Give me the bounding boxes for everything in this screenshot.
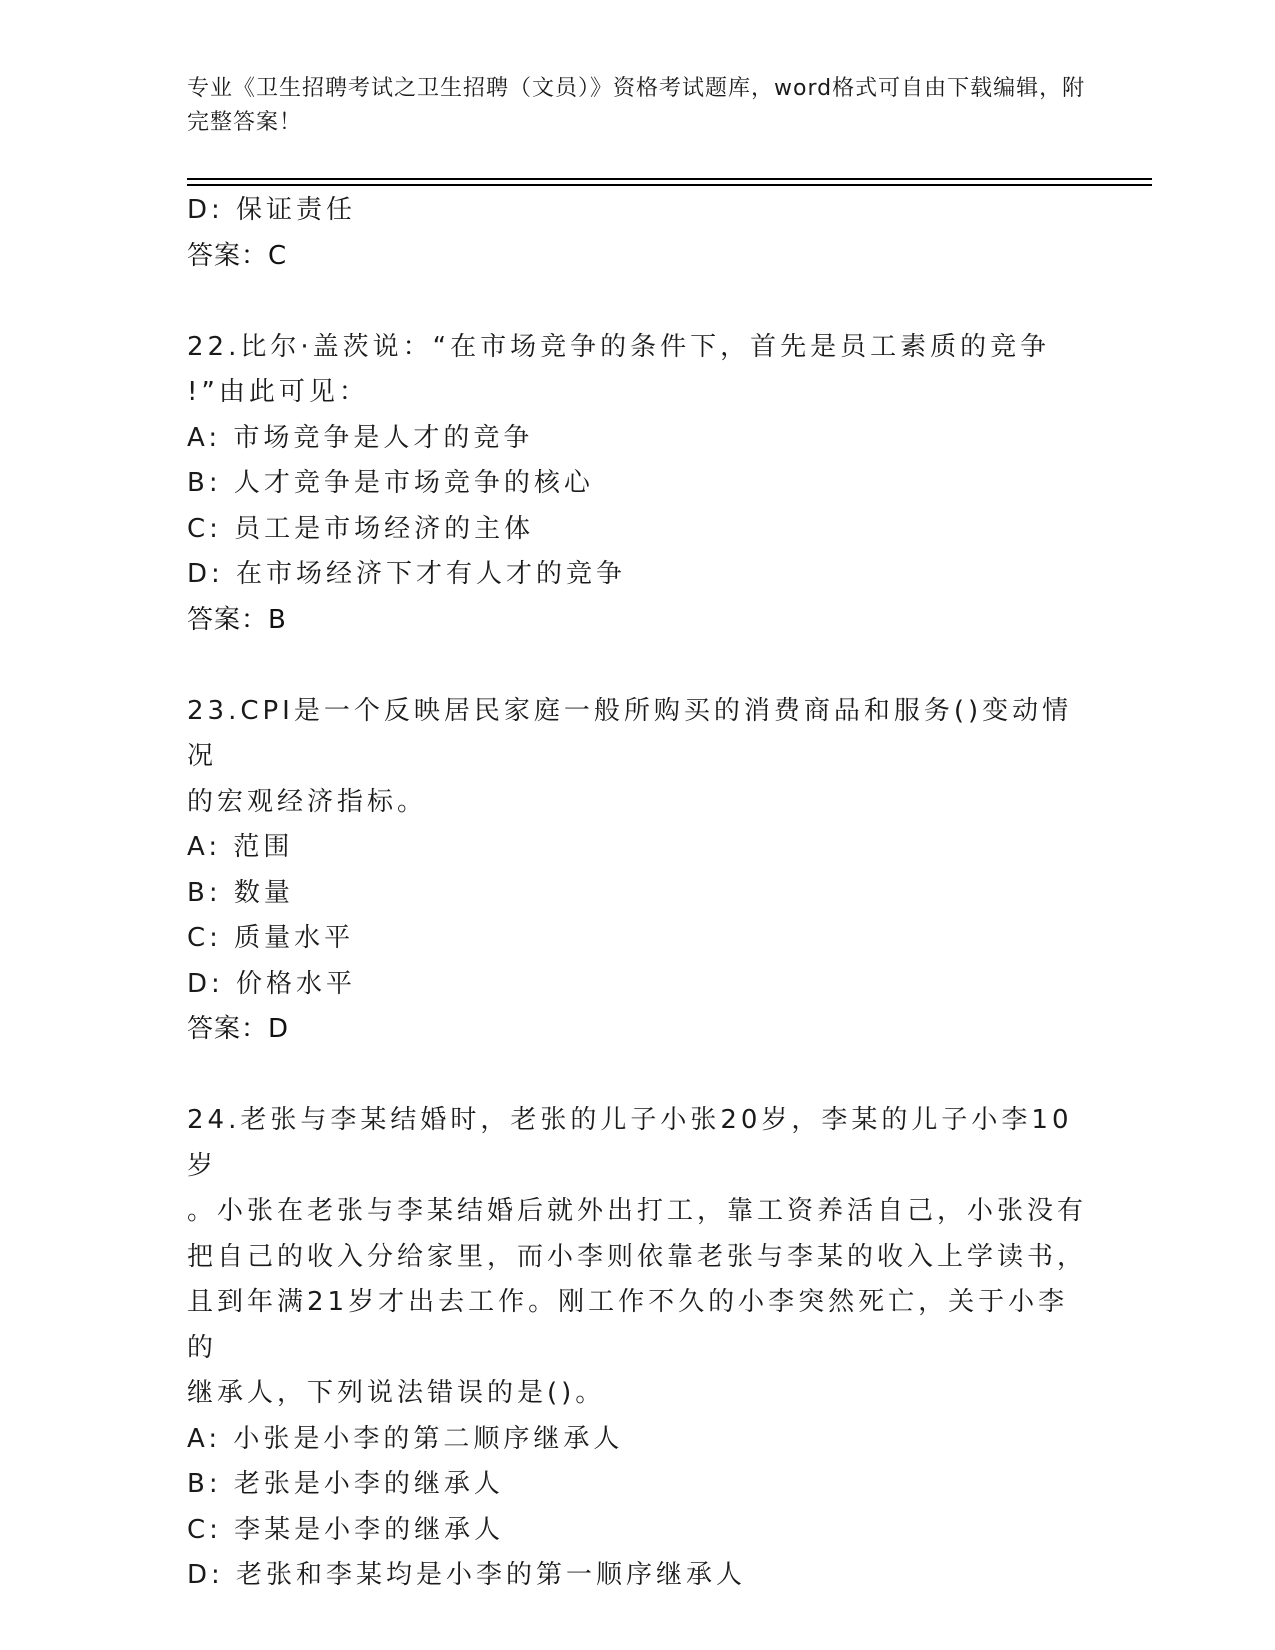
page-header: [187, 72, 1087, 140]
q23-answer: 答案：D: [187, 1014, 290, 1044]
q23-option-c: C: 质量水平: [187, 923, 355, 953]
q22-option-b: B: 人才竞争是市场竞争的核心: [187, 468, 594, 498]
q24-stem-line: 且到年满21岁才出去工作。刚工作不久的小李突然死亡，关于小李的: [187, 1287, 1069, 1363]
q24-option-c: C: 李某是小李的继承人: [187, 1514, 505, 1545]
q21-option-d: D: 保证责任: [187, 195, 357, 225]
q24-stem-line: 。小张在老张与李某结婚后就外出打工，靠工资养活自己，小张没有: [187, 1196, 1088, 1226]
q22-stem-line: !”由此可见：: [187, 377, 369, 407]
q22-stem-line: 22.比尔·盖茨说：“在市场竞争的条件下，首先是员工素质的竞争: [187, 331, 1051, 362]
question-content: [187, 188, 1087, 1599]
q22-option-a: A: 市场竞争是人才的竞争: [187, 422, 534, 453]
header-rule-top: [187, 178, 1152, 180]
q24-option-b: B: 老张是小李的继承人: [187, 1469, 504, 1499]
q24-stem-line: 24.老张与李某结婚时，老张的儿子小张20岁，李某的儿子小李10岁: [187, 1105, 1073, 1181]
q22-option-d: D: 在市场经济下才有人才的竞争: [187, 559, 627, 589]
question-22: [187, 325, 1087, 644]
q24-stem-line: 继承人，下列说法错误的是()。: [187, 1378, 606, 1408]
question-23: [187, 689, 1087, 1053]
q23-option-a: A: 范围: [187, 832, 294, 862]
q24-option-a: A: 小张是小李的第二顺序继承人: [187, 1423, 624, 1454]
q22-option-c: C: 员工是市场经济的主体: [187, 513, 535, 544]
q24-option-d: D: 老张和李某均是小李的第一顺序继承人: [187, 1560, 747, 1590]
q23-option-b: B: 数量: [187, 877, 294, 908]
question-24: [187, 1098, 1087, 1599]
header-text: 专业《卫生招聘考试之卫生招聘（文员）》资格考试题库，word格式可自由下载编辑，附完整答案！: [187, 76, 1086, 135]
q23-stem-line: 23.CPI是一个反映居民家庭一般所购买的消费商品和服务()变动情况: [187, 695, 1073, 771]
q23-option-d: D: 价格水平: [187, 968, 357, 999]
q23-stem-line: 的宏观经济指标。: [187, 786, 428, 817]
spacer: [187, 1053, 1087, 1099]
header-rule-bottom: [187, 184, 1152, 186]
q22-answer: 答案：B: [187, 604, 287, 635]
q21-answer: 答案：C: [187, 240, 288, 271]
spacer: [187, 279, 1087, 325]
q24-stem-line: 把自己的收入分给家里，而小李则依靠老张与李某的收入上学读书，: [187, 1241, 1088, 1272]
spacer: [187, 643, 1087, 689]
